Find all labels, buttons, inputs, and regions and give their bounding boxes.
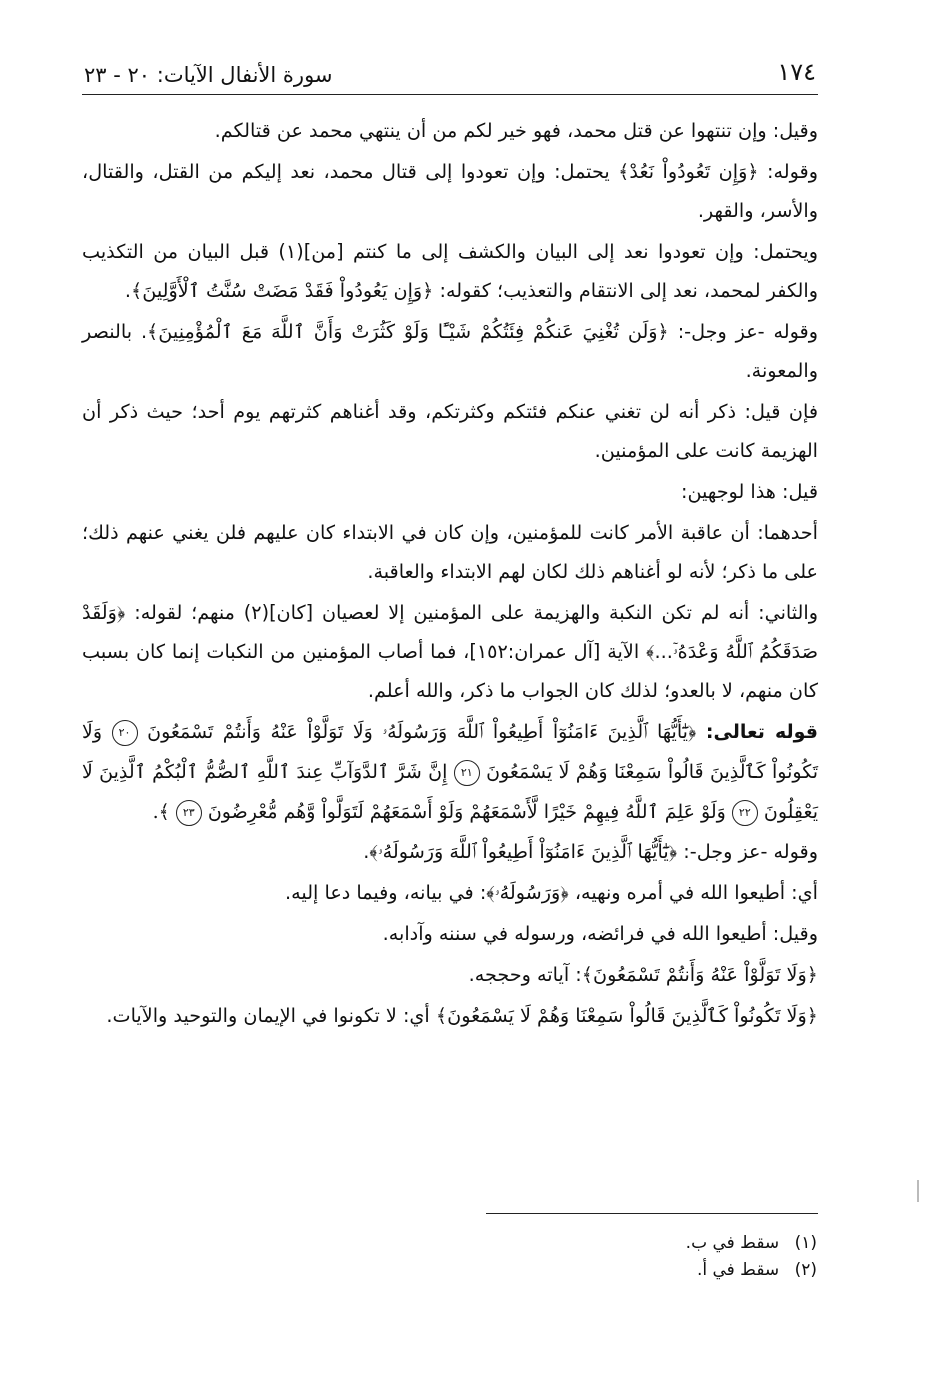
- main-text: [82, 111, 818, 710]
- paragraph: قيل: هذا لوجهين:: [680, 480, 818, 503]
- footnote-text: سقط في أ.: [696, 1260, 780, 1280]
- ayah-number-marker: ٢١: [454, 760, 480, 786]
- paragraph: وقوله: ﴿وَإِن تَعُودُواْ نَعُدْ﴾ يحتمل: وإن تعودوا إلى قتال محمد، نعد إليكم من القتل، والقتال، والأسر، والقهر.: [82, 160, 818, 222]
- footnote-item: [317, 1257, 817, 1284]
- page-number: ١٧٤: [777, 58, 816, 87]
- ayah-number-marker: ٢٣: [176, 800, 202, 826]
- paragraph: والثاني: أنه لم تكن النكبة والهزيمة على المؤمنين إلا لعصيان [كان](٢) منهم؛ لقوله: ﴿وَلَقَدْ صَدَقَكُمُ ٱللَّهُ وَعْدَهُۥٓ...﴾ الآية [آل عمران:١٥٢]، فما أصاب المؤمنين من النكبات إنما كان بسبب كان منهم، لا بالعدو؛ لذلك كان الجواب ما ذكر، والله أعلم.: [82, 601, 818, 702]
- footnote-number: (٢): [794, 1260, 817, 1280]
- paragraph: ويحتمل: وإن تعودوا نعد إلى البيان والكشف إلى ما كنتم [من](١) قبل البيان من التكذيب والكفر لمحمد، نعد إلى الانتقام والتعذيب؛ كقوله: ﴿وَإِن يَعُودُواْ فَقَدْ مَضَتْ سُنَّتُ ٱلْأَوَّلِينَ﴾.: [82, 240, 818, 302]
- quran-verse-block: [82, 712, 818, 832]
- paragraph: وقيل: أطيعوا الله في فرائضه، ورسوله في سننه وآدابه.: [382, 922, 818, 945]
- paragraph: أحدهما: أن عاقبة الأمر كانت للمؤمنين، وإن كان في الابتداء كان عليهم فلن يغني عنهم ذلك؛ على ما ذكر؛ لأنه لو أغناهم ذلك لكان لهم الابتداء والعاقبة.: [82, 521, 818, 583]
- verse-lead: قوله تعالى:: [705, 721, 818, 743]
- paragraph: وقوله -عز وجل-: ﴿يَٰٓأَيُّهَا ٱلَّذِينَ ءَامَنُوٓاْ أَطِيعُواْ ٱللَّهَ وَرَسُولَهُۥ﴾.: [363, 840, 818, 863]
- ayah-number-marker: ٢٢: [732, 800, 758, 826]
- header-rule: [82, 94, 818, 95]
- verse-text: ﴿يَٰٓأَيُّهَا ٱلَّذِينَ ءَامَنُوٓاْ أَطِيعُواْ ٱللَّهَ وَرَسُولَهُۥ وَلَا تَوَلَّوْاْ عَنْهُ وَأَنتُمْ تَسْمَعُونَ: [147, 721, 697, 743]
- footnotes: [317, 1230, 817, 1284]
- ayah-number-marker: ٢٠: [112, 720, 138, 746]
- verse-closing: ﴾.: [152, 801, 170, 823]
- paragraph: ﴿وَلَا تَوَلَّوْاْ عَنْهُ وَأَنتُمْ تَسْمَعُونَ﴾: آياته وحججه.: [468, 963, 818, 986]
- paragraph: فإن قيل: ذكر أنه لن تغني عنكم فئتكم وكثرتكم، وقد أغناهم كثرتهم يوم أحد؛ حيث ذكر أن الهزيمة كانت على المؤمنين.: [82, 400, 818, 462]
- paragraph: وقوله -عز وجل-: ﴿وَلَن تُغْنِيَ عَنكُمْ فِئَتُكُمْ شَيْـًٔا وَلَوْ كَثُرَتْ وَأَنَّ ٱللَّهَ مَعَ ٱلْمُؤْمِنِينَ﴾. بالنصر والمعونة.: [82, 320, 818, 382]
- paragraph: أي: أطيعوا الله في أمره ونهيه، ﴿وَرَسُولَهُۥ﴾: في بيانه، وفيما دعا إليه.: [285, 881, 818, 904]
- paragraph: وقيل: وإن تنتهوا عن قتل محمد، فهو خير لكم من أن ينتهي محمد عن قتالكم.: [214, 119, 818, 142]
- footnote-item: [317, 1230, 817, 1257]
- footnote-text: سقط في ب.: [685, 1233, 780, 1253]
- scan-margin-mark: [917, 1180, 919, 1202]
- running-title: سورة الأنفال الآيات: ٢٠ - ٢٣: [84, 62, 333, 87]
- commentary-text: [82, 832, 818, 1035]
- footnote-rule: [486, 1213, 818, 1214]
- book-page: [82, 52, 818, 1037]
- footnote-number: (١): [794, 1233, 817, 1253]
- page-header: [82, 52, 818, 90]
- verse-text: إِنَّ شَرَّ ٱلدَّوَآبِّ عِندَ ٱللَّهِ ٱلصُّمُّ ٱلْبُكْمُ ٱلَّذِينَ لَا يَعْقِلُونَ: [82, 761, 818, 823]
- verse-text: وَلَوْ عَلِمَ ٱللَّهُ فِيهِمْ خَيْرًا لَّأَسْمَعَهُمْ وَلَوْ أَسْمَعَهُمْ لَتَوَلَّواْ وَّهُم مُّعْرِضُونَ: [207, 801, 726, 823]
- verse-text: وَلَا تَكُونُواْ كَٱلَّذِينَ قَالُواْ سَمِعْنَا وَهُمْ لَا يَسْمَعُونَ: [82, 721, 818, 783]
- paragraph: ﴿وَلَا تَكُونُواْ كَٱلَّذِينَ قَالُواْ سَمِعْنَا وَهُمْ لَا يَسْمَعُونَ﴾ أي: لا تكونوا في الإيمان والتوحيد والآيات.: [106, 1004, 818, 1027]
